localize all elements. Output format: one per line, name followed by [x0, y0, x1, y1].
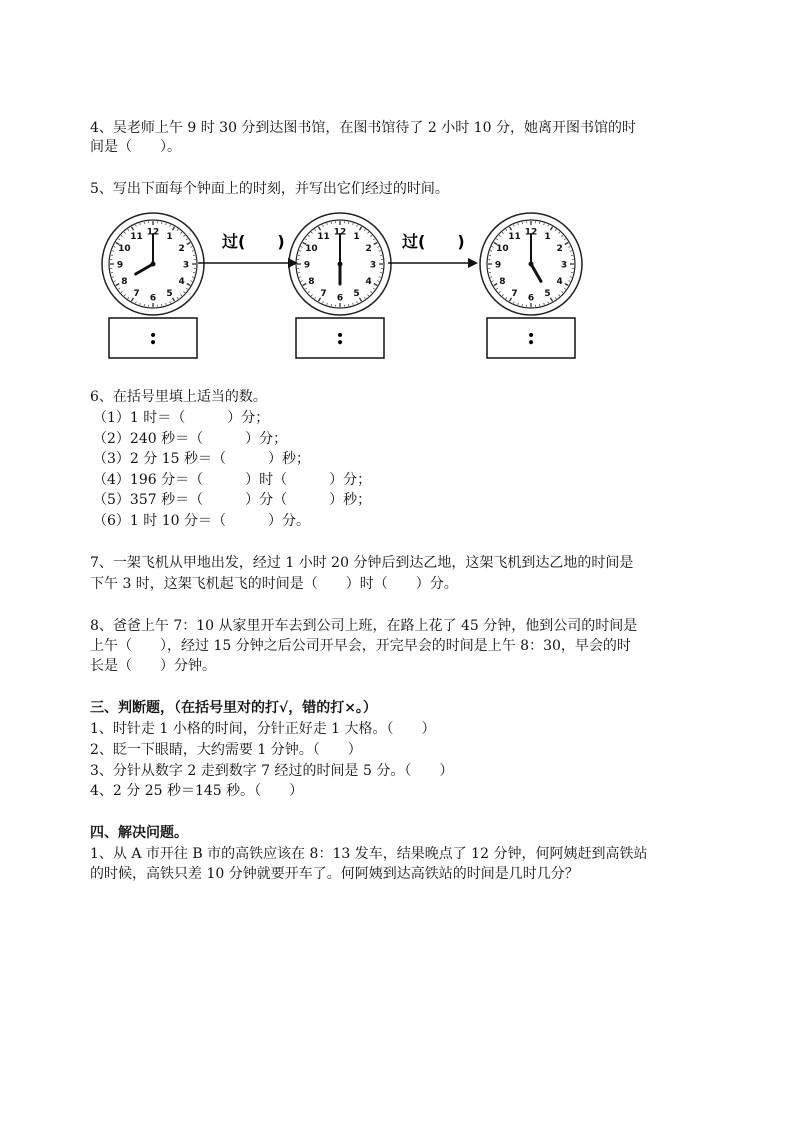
- judge-item-1: 1、时针走 1 小格的时间，分针正好走 1 大格。（ ）: [90, 721, 436, 737]
- q6-item-1: （1）1 时＝（ ）分；: [93, 410, 270, 426]
- q6-item-5: （5）357 秒＝（ ）分（ ）秒；: [93, 492, 372, 508]
- q6-item-4: （4）196 分＝（ ）时（ ）分；: [93, 472, 372, 488]
- clock-number: 7: [511, 289, 518, 300]
- clock-number: 1: [544, 231, 551, 242]
- clock-number: 6: [527, 293, 535, 304]
- clock-number: 3: [560, 260, 568, 271]
- clock-number: 6: [336, 293, 344, 304]
- clock-number: 2: [178, 244, 185, 254]
- q5-title: 5、写出下面每个钟面上的时刻，并写出它们经过的时间。: [90, 181, 449, 197]
- problem-1-line-2: 的时候，高铁只差 10 分钟就要开车了。何阿姨到达高铁站的时间是几时几分？: [90, 866, 579, 882]
- clock-pivot: [529, 262, 534, 267]
- clock-number: 10: [305, 244, 318, 254]
- clock-face-1: [102, 213, 204, 315]
- q6-item-2: （2）240 秒＝（ ）分；: [93, 431, 288, 447]
- q4-line-1: 4、吴老师上午 9 时 30 分到达图书馆，在图书馆待了 2 小时 10 分，她离开图书馆的时: [90, 120, 636, 136]
- clock-number: 7: [133, 289, 140, 300]
- time-box-1-colon: :: [148, 324, 158, 350]
- q6-title: 6、在括号里填上适当的数。: [90, 389, 267, 405]
- clock-number: 2: [556, 244, 563, 254]
- clock-number: 3: [182, 260, 190, 271]
- clock-number: 1: [166, 231, 173, 242]
- clock-number: 9: [116, 260, 124, 271]
- clock-number: 4: [178, 277, 185, 287]
- clock-number: 8: [499, 277, 506, 287]
- clock-number: 12: [333, 227, 347, 238]
- arrow-2-head: [468, 258, 478, 268]
- judge-item-3: 3、分针从数字 2 走到数字 7 经过的时间是 5 分。（ ）: [90, 763, 454, 779]
- clock-pivot: [151, 262, 156, 267]
- problem-1-line-1: 1、从 A 市开往 B 市的高铁应该在 8：13 发车，结果晚点了 12 分钟，何阿姨赶到高铁站: [90, 846, 648, 862]
- q6-item-3: （3）2 分 15 秒＝（ ）秒；: [93, 451, 310, 467]
- clock-number: 11: [130, 231, 143, 242]
- clock-number: 11: [317, 231, 330, 242]
- section-3-title: 三、判断题，（在括号里对的打√，错的打×。）: [90, 700, 377, 716]
- clock-number: 4: [365, 277, 372, 287]
- time-box-2-colon: :: [335, 324, 345, 350]
- clock-number: 8: [308, 277, 315, 287]
- clock-pivot: [338, 262, 343, 267]
- clock-number: 5: [544, 289, 551, 300]
- clock-number: 3: [369, 260, 377, 271]
- arrow-label-2: 过( ): [402, 232, 465, 251]
- clock-face-3: [480, 213, 582, 315]
- q8-line-2: 上午（ ），经过 15 分钟之后公司开早会，开完早会的时间是上午 8：30，早会的时: [90, 638, 631, 654]
- clock-number: 12: [524, 227, 538, 238]
- clock-number: 5: [166, 289, 173, 300]
- clock-number: 7: [320, 289, 327, 300]
- clock-number: 5: [353, 289, 360, 300]
- q4-line-2: 间是（ ）。: [90, 139, 181, 155]
- q7-line-2: 下午 3 时，这架飞机起飞的时间是（ ）时（ ）分。: [90, 576, 458, 592]
- q6-item-6: （6）1 时 10 分＝（ ）分。: [93, 513, 310, 529]
- judge-item-4: 4、2 分 25 秒＝145 秒。（ ）: [90, 783, 304, 799]
- q8-line-1: 8、爸爸上午 7：10 从家里开车去到公司上班，在路上花了 45 分钟，他到公司的时间是: [90, 618, 638, 634]
- clock-number: 8: [121, 277, 128, 287]
- section-4-title: 四、解决问题。: [90, 825, 188, 841]
- time-box-3-colon: :: [526, 324, 536, 350]
- q8-line-3: 长是（ ）分钟。: [90, 658, 216, 674]
- clock-number: 6: [149, 293, 157, 304]
- clock-number: 9: [494, 260, 502, 271]
- clock-number: 12: [146, 227, 160, 238]
- clock-diagram: [100, 200, 600, 362]
- clock-number: 4: [556, 277, 563, 287]
- clock-number: 2: [365, 244, 372, 254]
- q7-line-1: 7、一架飞机从甲地出发，经过 1 小时 20 分钟后到达乙地，这架飞机到达乙地的时间是: [90, 555, 634, 571]
- clock-number: 10: [118, 244, 131, 254]
- clock-number: 10: [496, 244, 509, 254]
- arrow-label-1: 过( ): [222, 232, 285, 251]
- clock-number: 1: [353, 231, 360, 242]
- clock-number: 11: [508, 231, 521, 242]
- judge-item-2: 2、眨一下眼睛，大约需要 1 分钟。（ ）: [90, 742, 362, 758]
- clock-number: 9: [303, 260, 311, 271]
- clock-face-2: [289, 213, 391, 315]
